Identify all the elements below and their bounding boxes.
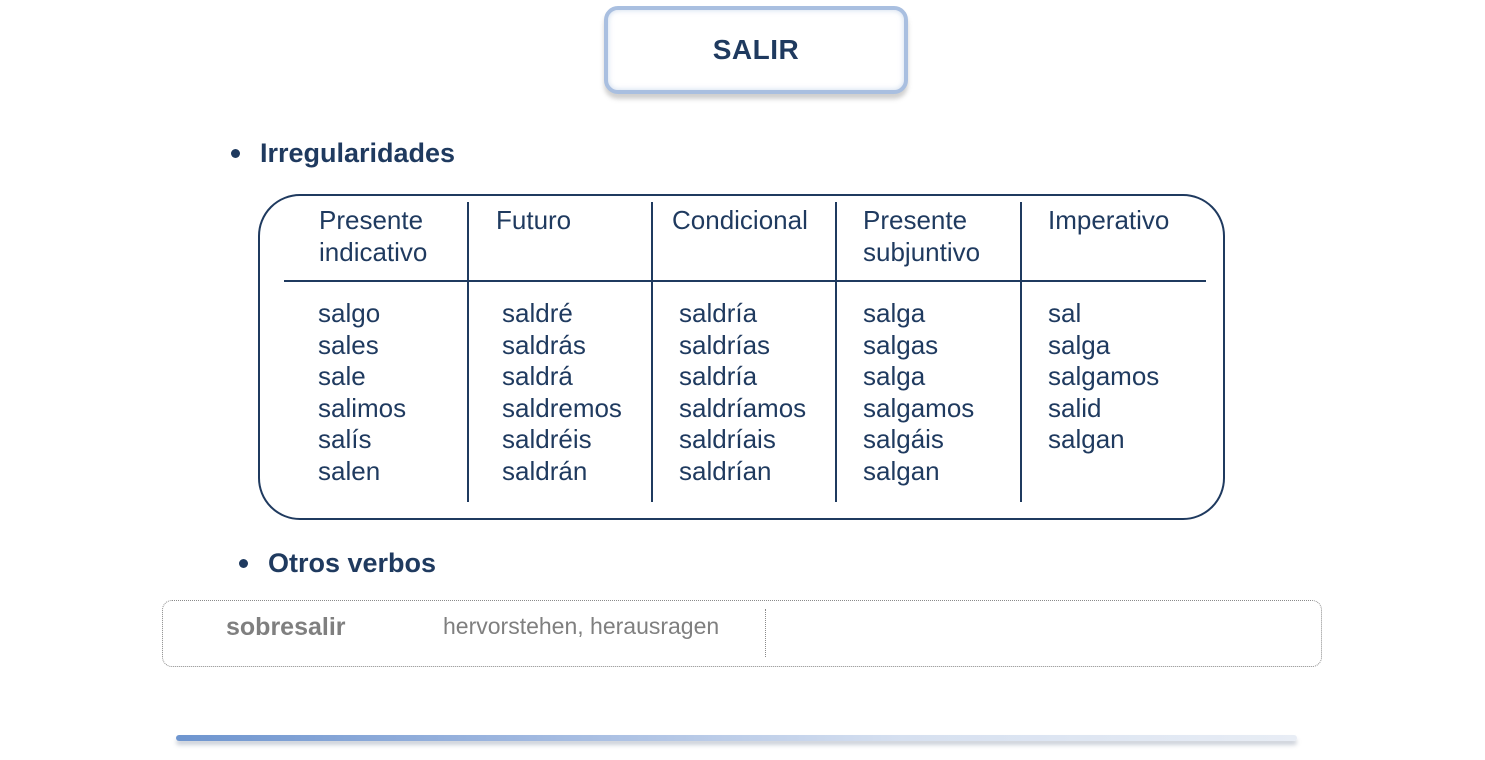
related-verb: sobresalir [226,613,346,641]
forms-list [318,298,406,488]
otros-verbos-box [162,600,1322,667]
verb-form: salgan [1048,424,1125,455]
forms-list [863,298,974,488]
title-box [604,6,908,94]
verb-form: saldréis [502,424,592,455]
header-rule [284,280,1206,282]
column-header-line: Presente [319,205,424,235]
verb-form: salgamos [1048,361,1160,392]
related-verb-meaning: hervorstehen, herausragen [443,613,720,639]
column-header-line: Condicional [672,205,808,235]
footer-gradient-bar [176,735,1297,741]
verb-form: salís [318,424,372,455]
verb-form: salga [863,298,926,328]
column-divider [651,202,653,502]
column-header [319,204,427,268]
verb-form: salgáis [863,424,944,455]
bullet-icon [239,559,248,568]
verb-form: saldrás [502,329,586,360]
verb-form: saldríamos [679,392,807,423]
verb-form: salgamos [863,392,975,423]
column-header [496,204,571,236]
verb-form: sale [318,361,366,392]
verb-form: salgo [318,298,381,328]
column-header-line: Imperativo [1048,205,1170,235]
forms-list [502,298,622,488]
verb-form: saldría [679,361,758,392]
verb-form: saldríais [679,424,776,455]
column-header [1048,204,1169,236]
verb-form: saldrán [502,455,588,486]
verb-form: saldrías [679,329,771,360]
conjugation-table [258,194,1225,520]
forms-list [679,298,806,488]
dotted-separator [765,609,766,657]
column-header-line: indicativo [319,237,428,267]
verb-form: saldrá [502,361,573,392]
column-header [863,204,980,268]
verb-form: salid [1048,392,1102,423]
verb-form: salga [863,361,926,392]
verb-form: sal [1048,298,1082,328]
column-header-line: Presente [863,205,968,235]
verb-form: saldría [679,298,758,328]
column-divider [467,202,469,502]
verb-form: saldré [502,298,573,328]
verb-form: salgan [863,455,940,486]
section-otros-verbos-label: Otros verbos [268,548,437,578]
column-divider [835,202,837,502]
column-header-line: Futuro [496,205,572,235]
verb-form: sales [318,329,379,360]
verb-form: salimos [318,392,407,423]
page-title: SALIR [712,34,800,65]
section-irregularidades [231,138,455,169]
verb-form: salgas [863,329,939,360]
verb-form: saldrían [679,455,772,486]
verb-form: salga [1048,329,1111,360]
bullet-icon [231,149,240,158]
section-irregularidades-label: Irregularidades [260,138,456,168]
forms-list [1048,298,1159,456]
verb-form: salen [318,455,381,486]
column-header [672,204,808,236]
column-divider [1020,202,1022,502]
verb-form: saldremos [502,392,622,423]
column-header-line: subjuntivo [863,237,981,267]
section-otros-verbos [239,548,436,579]
